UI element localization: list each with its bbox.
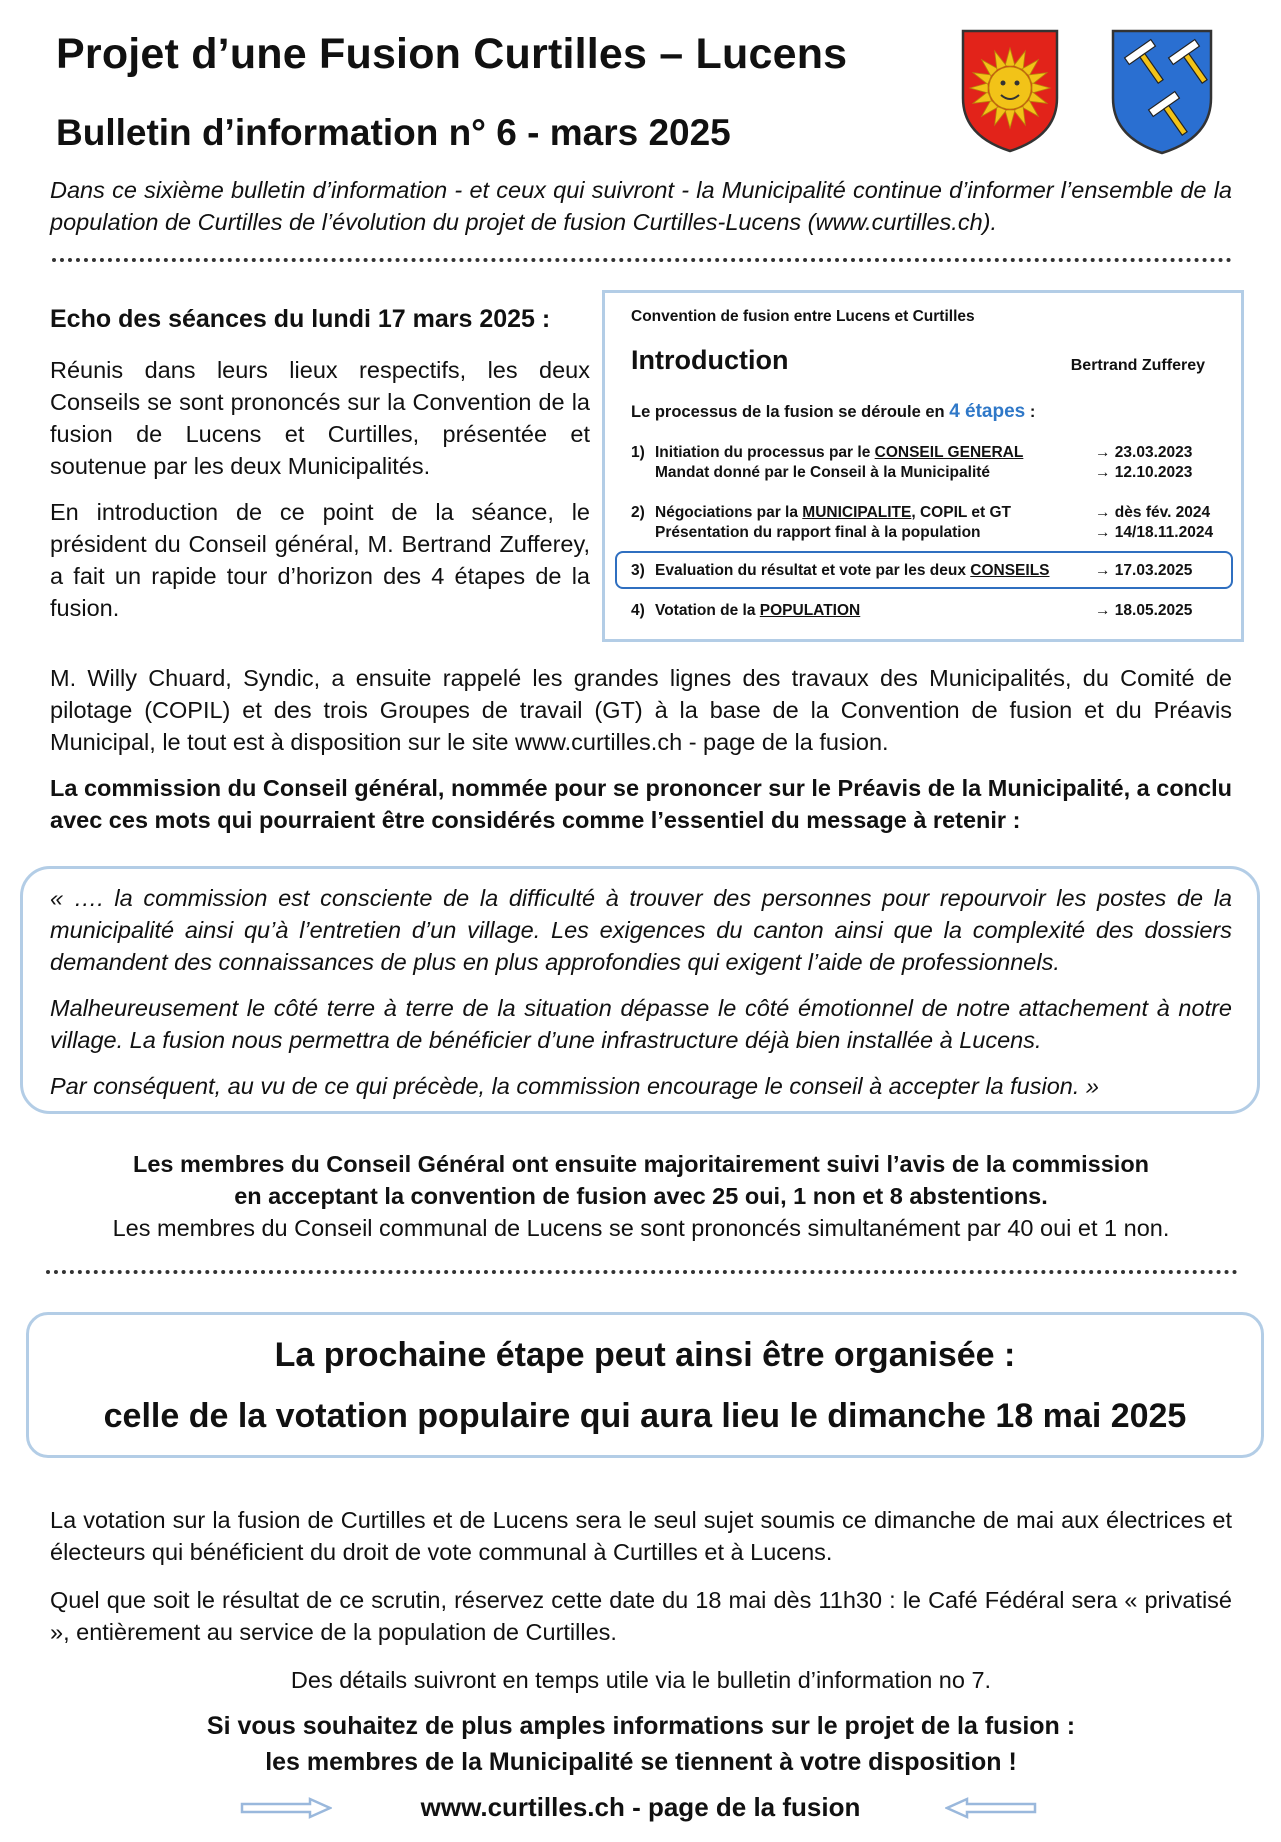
quote-paragraph-3: Par conséquent, au vu de ce qui précède, la commission encourage le conseil à accepter la fusion. » [50,1073,1099,1099]
slide-excerpt [602,290,1244,642]
next-step-frame [26,1312,1264,1458]
vote-paragraph: La votation sur la fusion de Curtilles et de Lucens sera le seul sujet soumis ce dimanche de mai aux électrices et électeurs qui bénéficient du droit de vote communal à Curtilles et à Lucens. [50,1507,1232,1565]
commission-paragraph: La commission du Conseil général, nommée pour se prononcer sur le Préavis de la Municipalité, a conclu avec ces mots qui pourraient être considérés comme l’essentiel du message à retenir : [50,775,1232,833]
echo-paragraph-2: En introduction de ce point de la séance, le président du Conseil général, M. Bertrand Zufferey, a fait un rapide tour d’horizon des 4 étapes de la fusion. [50,499,590,621]
lucens-coat-of-arms-icon [1110,28,1214,156]
result-line-3: Les membres du Conseil communal de Lucens se sont prononcés simultanément par 40 oui et 1 non. [112,1215,1170,1241]
slide-step-2: 2) Négociations par la MUNICIPALITE, COPIL et GT Présentation du rapport final à la population [631,504,1011,541]
echo-paragraph-1: Réunis dans leurs lieux respectifs, les deux Conseils se sont prononcés sur la Convention de la fusion de Lucens et Curtilles, présentée et soutenue par les deux Municipalités. [50,357,590,479]
website-link[interactable]: www.curtilles.ch - page de la fusion [420,1792,861,1822]
slide-step-1-dates: → 23.03.2023 → 12.10.2023 [1095,444,1193,481]
next-step-line-1: La prochaine étape peut ainsi être organisée : [274,1336,1016,1374]
echo-title: Echo des séances du lundi 17 mars 2025 : [50,305,551,333]
result-line-2: en acceptant la convention de fusion avec 25 oui, 1 non et 8 abstentions. [234,1183,1048,1209]
next-step-line-2: celle de la votation populaire qui aura lieu le dimanche 18 mai 2025 [103,1397,1187,1435]
syndic-paragraph: M. Willy Chuard, Syndic, a ensuite rappelé les grandes lignes des travaux des Municipalités, du Comité de pilotage (COPIL) et des trois Groupes de travail (GT) à la base de la Convention de fusion et du Préavis Municipal, le tout est à disposition sur le site www.curtilles.ch - page de la fusion. [50,665,1232,755]
quote-paragraph-1: « …. la commission est consciente de la difficulté à trouver des personnes pour repourvoir les postes de la municipalité ainsi qu’à l’entretien d’un village. Les exigences du canton ainsi que la complexité des dossiers demandent des connaissances de plus en plus approfondies qui exigent l’aide de professionnels. [50,885,1232,975]
slide-step-3-dates: → 17.03.2025 [1095,562,1193,579]
slide-header: Convention de fusion entre Lucens et Curtilles [631,308,975,325]
details-line: Des détails suivront en temps utile via le bulletin d’information no 7. [290,1667,992,1693]
bulletin-subtitle: Bulletin d’information n° 6 - mars 2025 [56,112,731,153]
intro-text: Dans ce sixième bulletin d’information - et ceux qui suivront - la Municipalité continue d’informer l’ensemble de la population de Curtilles de l’évolution du projet de fusion Curtilles-Lucens (www.curtilles.ch). [50,177,1232,235]
document-title: Projet d’une Fusion Curtilles – Lucens [56,30,848,78]
result-line-1: Les membres du Conseil Général ont ensuite majoritairement suivi l’avis de la commission [132,1151,1150,1177]
cafe-paragraph: Quel que soit le résultat de ce scrutin, réservez cette date du 18 mai dès 11h30 : le Café Fédéral sera « privatisé », entièrement au service de la population de Curtilles. [50,1587,1232,1645]
slide-step-3: 3) Evaluation du résultat et vote par les deux CONSEILS [631,562,1050,579]
slide-step-1: 1) Initiation du processus par le CONSEIL GENERAL Mandat donné par le Conseil à la Municipalité [631,444,1024,481]
info-line-2: les membres de la Municipalité se tiennent à votre disposition ! [265,1748,1017,1776]
quote-paragraph-2: Malheureusement le côté terre à terre de la situation dépasse le côté émotionnel de notre attachement à notre village. La fusion nous permettra de bénéficier d’une infrastructure déjà bien installée à Lucens. [50,995,1232,1053]
info-line-1: Si vous souhaitez de plus amples informations sur le projet de la fusion : [206,1712,1076,1740]
arrow-left-icon [945,1797,1037,1819]
dotted-divider [52,258,1232,262]
slide-step-4-dates: → 18.05.2025 [1095,602,1193,619]
slide-step-4: 4) Votation de la POPULATION [631,602,861,619]
dotted-divider-2 [46,1270,1238,1274]
slide-step-2-dates: → dès fév. 2024 → 14/18.11.2024 [1095,504,1214,541]
slide-lead: Le processus de la fusion se déroule en 4 étapes : [631,401,1036,422]
slide-heading: Introduction [631,345,789,375]
slide-author: Bertrand Zufferey [1070,357,1205,374]
curtilles-coat-of-arms-icon [960,28,1060,154]
